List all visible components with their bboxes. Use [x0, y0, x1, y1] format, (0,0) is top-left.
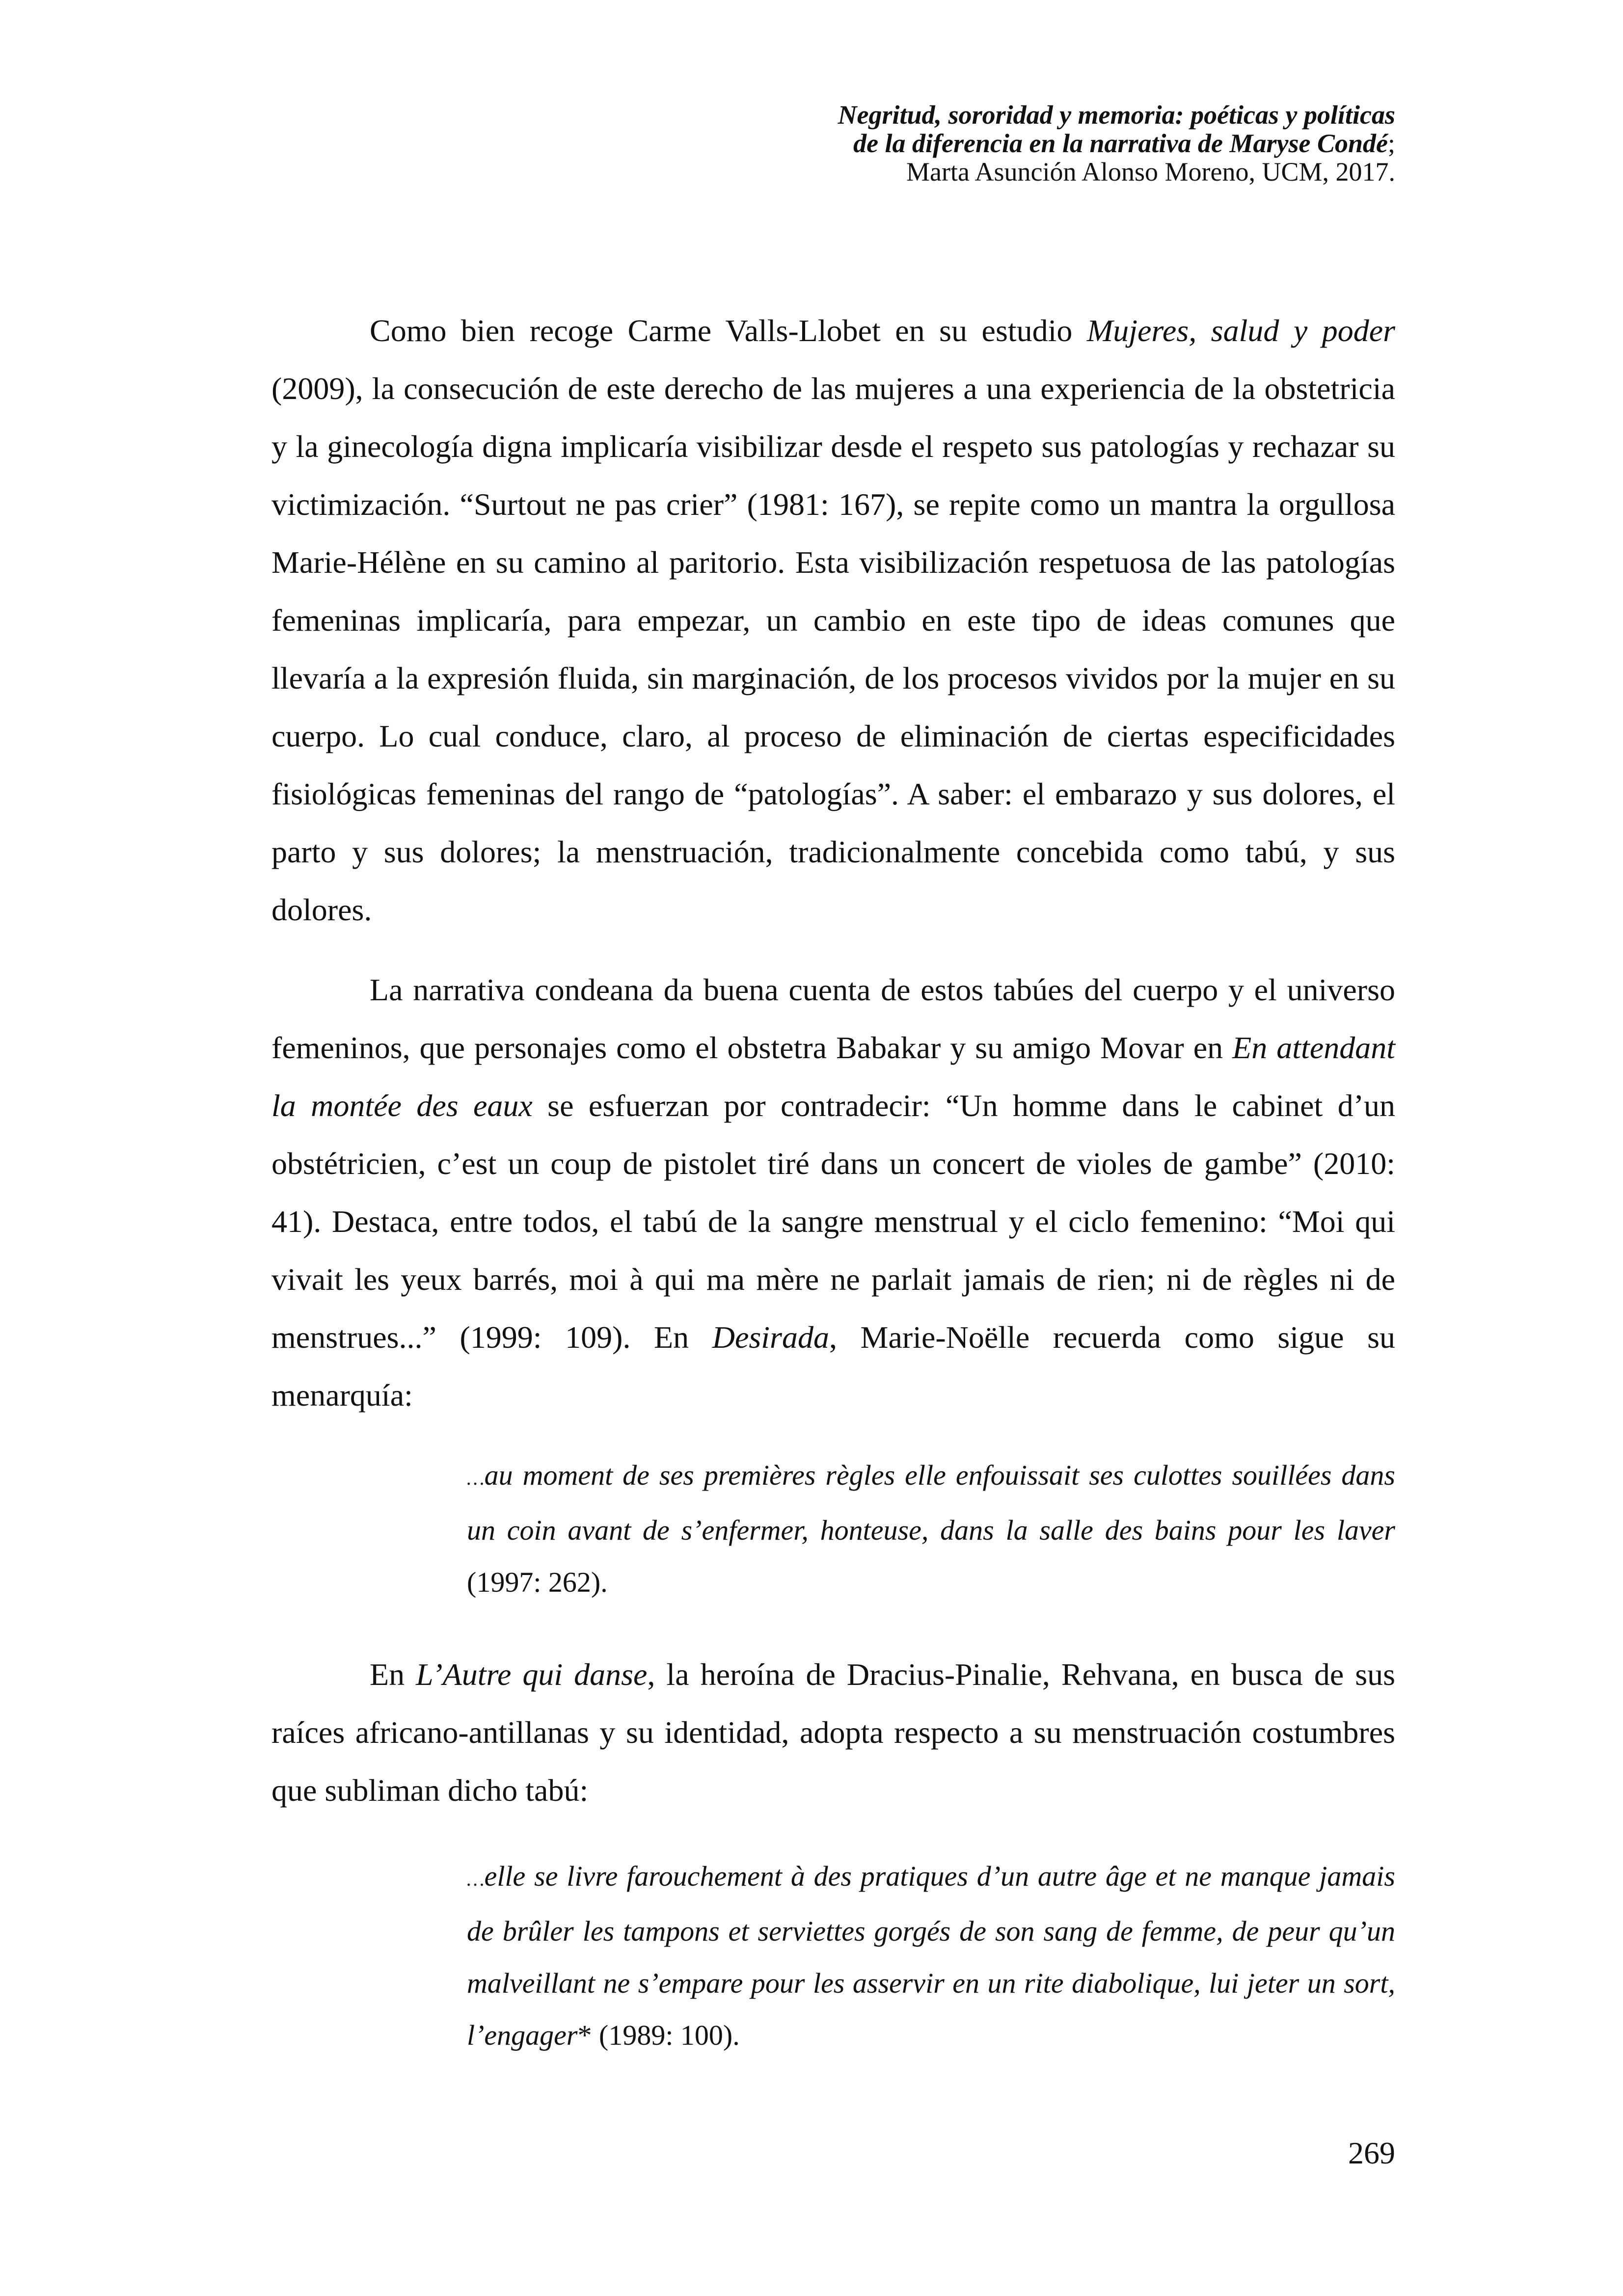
- paragraph-2-block: [271, 961, 1395, 1424]
- quote-1-text: au moment de ses premières règles elle enfouissait ses culottes souillées dans un coin avant de s’enfermer, honteuse, dans la salle des bains pour les laver: [467, 1459, 1395, 1546]
- quote-2-ellipsis: …: [467, 1868, 485, 1890]
- quote-1-ellipsis: …: [467, 1467, 485, 1489]
- paragraph-2-part3: , Marie-Noëlle recuerda como sigue su menarquía:: [271, 1320, 1396, 1413]
- header-author-line: Marta Asunción Alonso Moreno, UCM, 2017.: [906, 157, 1395, 187]
- quote-2-citation: * (1989: 100).: [577, 2019, 740, 2051]
- block-quote-1: [467, 1449, 1395, 1608]
- running-header: [512, 101, 1395, 186]
- header-title-line2: [512, 129, 1395, 158]
- book-title-lautre-qui-danse: L’Autre qui danse: [416, 1657, 648, 1692]
- paragraph-3: [271, 1646, 1395, 1819]
- paragraph-2-part2: se esfuerzan por contradecir: “Un homme dans le cabinet d’un obstétricien, c’est un coup de pistolet tiré dans un concert de violes de gambe” (2010: 41). Destaca, entre todos, el tabú de la sangre menstrual y el ciclo femenino: “Moi qui vivait les yeux barrés, moi à qui ma mère ne parlait jamais de rien; ni de règles ni de menstrues...” (1999: 109). En: [271, 1088, 1396, 1355]
- quote-2-text: elle se livre farouchement à des pratiques d’un autre âge et ne manque jamais de brûler les tampons et serviettes gorgés de son sang de femme, de peur qu’un malveillant ne s’empare pour les asservir en un rite diabolique, lui jeter un sort, l’engager: [467, 1860, 1395, 2051]
- header-title-line1: Negritud, sororidad y memoria: poéticas y políticas: [838, 100, 1395, 130]
- book-title-en-attendant: En attendant la montée des eaux: [271, 1030, 1396, 1123]
- paragraph-3-block: [271, 1646, 1395, 1819]
- quote-1-citation: (1997: 262).: [467, 1566, 608, 1598]
- block-quote-2: [467, 1850, 1395, 2061]
- paragraph-3-part1: En: [370, 1657, 416, 1692]
- book-title-mujeres-salud-poder: Mujeres, salud y poder: [1086, 313, 1396, 348]
- header-title-line2-text: de la diferencia en la narrativa de Maryse Condé: [853, 129, 1388, 158]
- header-title-line2-punct: ;: [1387, 129, 1395, 158]
- paragraph-1-block: [271, 302, 1395, 939]
- paragraph-2-part1: La narrativa condeana da buena cuenta de estos tabúes del cuerpo y el universo femeninos, que personajes como el obstetra Babakar y su amigo Movar en: [271, 972, 1395, 1065]
- book-title-desirada: Desirada: [712, 1320, 829, 1355]
- paragraph-3-part2: , la heroína de Dracius-Pinalie, Rehvana, en busca de sus raíces africano-antillanas y su identidad, adopta respecto a su menstruación costumbres que subliman dicho tabú:: [271, 1657, 1395, 1808]
- paragraph-1-part2: (2009), la consecución de este derecho de las mujeres a una experiencia de la obstetricia y la ginecología digna implicaría visibilizar desde el respeto sus patologías y rechazar su victimización. “Surtout ne pas crier” (1981: 167), se repite como un mantra la orgullosa Marie-Hélène en su camino al paritorio. Esta visibilización respetuosa de las patologías femeninas implicaría, para empezar, un cambio en este tipo de ideas comunes que llevaría a la expresión fluida, sin marginación, de los procesos vividos por la mujer en su cuerpo. Lo cual conduce, claro, al proceso de eliminación de ciertas especificidades fisiológicas femeninas del rango de “patologías”. A saber: el embarazo y sus dolores, el parto y sus dolores; la menstruación, tradicionalmente concebida como tabú, y sus dolores.: [271, 371, 1395, 927]
- paragraph-2: [271, 961, 1395, 1424]
- paragraph-1: [271, 302, 1395, 939]
- page-number: 269: [1348, 2136, 1395, 2170]
- paragraph-1-part1: Como bien recoge Carme Valls-Llobet en su estudio: [370, 313, 1087, 348]
